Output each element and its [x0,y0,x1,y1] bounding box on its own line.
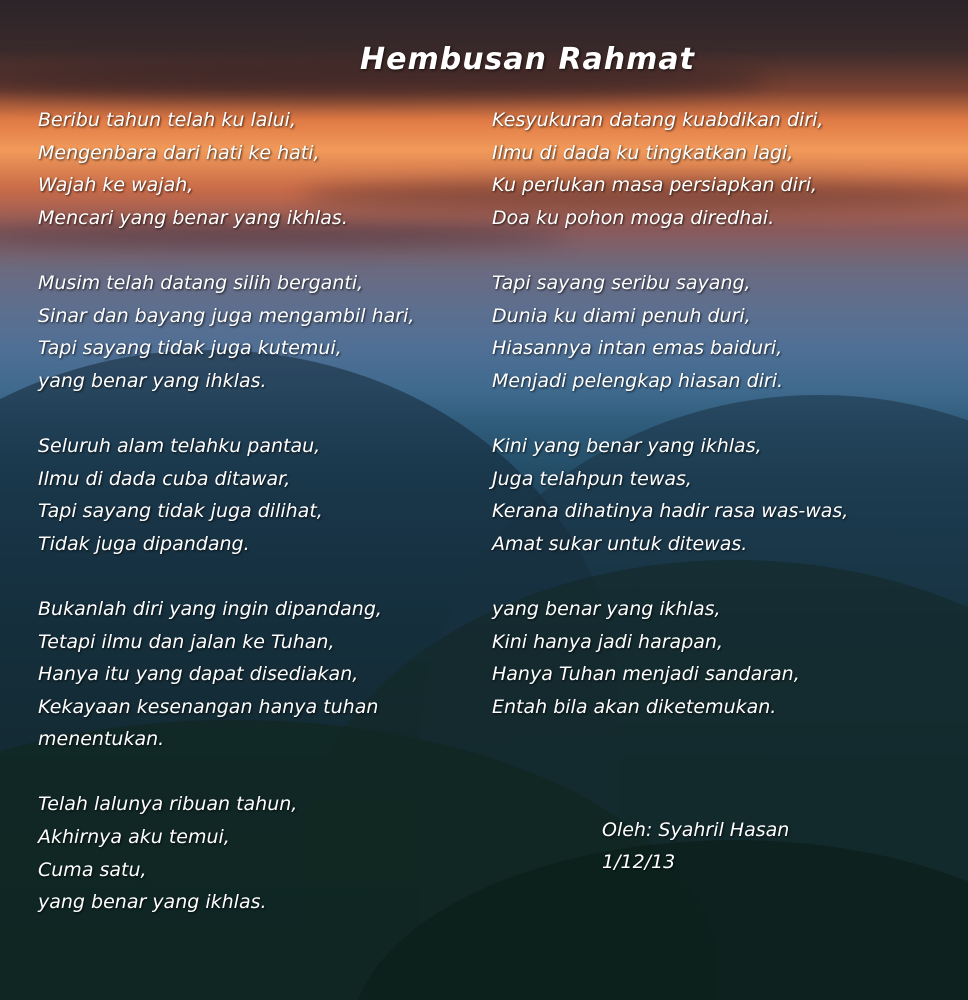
poem-line: Kini yang benar yang ikhlas, [492,434,762,457]
stanza [492,267,962,397]
author-credit: Oleh: Syahril Hasan [602,819,790,841]
poem-line: Amat sukar untuk ditewas. [492,532,748,555]
right-column [492,104,962,756]
poem-line: Ilmu di dada cuba ditawar, [38,467,291,490]
poem-line: yang benar yang ikhlas. [38,891,267,914]
poem-line: Telah lalunya ribuan tahun, [38,793,298,816]
poem-line: Hiasannya intan emas baiduri, [492,337,783,360]
poem-line: Akhirnya aku temui, [38,826,230,849]
poem-line: Musim telah datang silih berganti, [38,271,364,294]
poem-line: Tetapi ilmu dan jalan ke Tuhan, [38,630,335,653]
poem-line: Bukanlah diri yang ingin dipandang, [38,597,382,620]
poem-line: Beribu tahun telah ku lalui, [38,109,297,131]
poem-line: Seluruh alam telahku pantau, [38,434,321,457]
poem-line: Tidak juga dipandang. [38,532,250,555]
poem-line: Sinar dan bayang juga mengambil hari, [38,304,415,327]
poem-line: Kesyukuran datang kuabdikan diri, [492,109,824,131]
poem-line: Tapi sayang tidak juga dilihat, [38,500,323,523]
poem-line: yang benar yang ikhlas, [492,597,721,620]
stanza [38,267,483,397]
stanza [492,430,962,560]
poem-line: Hanya itu yang dapat disediakan, [38,663,359,686]
poem-line: Entah bila akan diketemukan. [492,695,777,718]
stanza [38,788,483,918]
poem-line: Doa ku pohon moga diredhai. [492,206,775,229]
poem-line: Cuma satu, [38,858,147,881]
poem-line: Wajah ke wajah, [38,174,194,197]
poem-line: Mencari yang benar yang ikhlas. [38,206,348,229]
poem-line: Tapi sayang tidak juga kutemui, [38,337,342,360]
poem-date: 1/12/13 [602,851,676,873]
poem-line: Tapi sayang seribu sayang, [492,271,751,294]
poem-line: Kini hanya jadi harapan, [492,630,723,653]
stanza [492,104,962,234]
poem-line: yang benar yang ihklas. [38,369,267,392]
poem-line: Kekayaan kesenangan hanya tuhan menentukan. [38,695,379,751]
poem-line: Menjadi pelengkap hiasan diri. [492,369,784,392]
poem-line: Dunia ku diami penuh duri, [492,304,751,327]
poem-line: Kerana dihatinya hadir rasa was-was, [492,500,849,523]
stanza [492,593,962,723]
left-column [38,104,483,951]
poem-line: Juga telahpun tewas, [492,467,692,490]
poem-title: Hembusan Rahmat [360,42,695,77]
stanza [38,593,483,756]
stanza [38,430,483,560]
signature-block [602,814,789,878]
poem-line: Ku perlukan masa persiapkan diri, [492,174,818,197]
poem-line: Ilmu di dada ku tingkatkan lagi, [492,141,794,164]
poem-line: Hanya Tuhan menjadi sandaran, [492,663,800,686]
stanza [38,104,483,234]
poem-line: Mengenbara dari hati ke hati, [38,141,320,164]
